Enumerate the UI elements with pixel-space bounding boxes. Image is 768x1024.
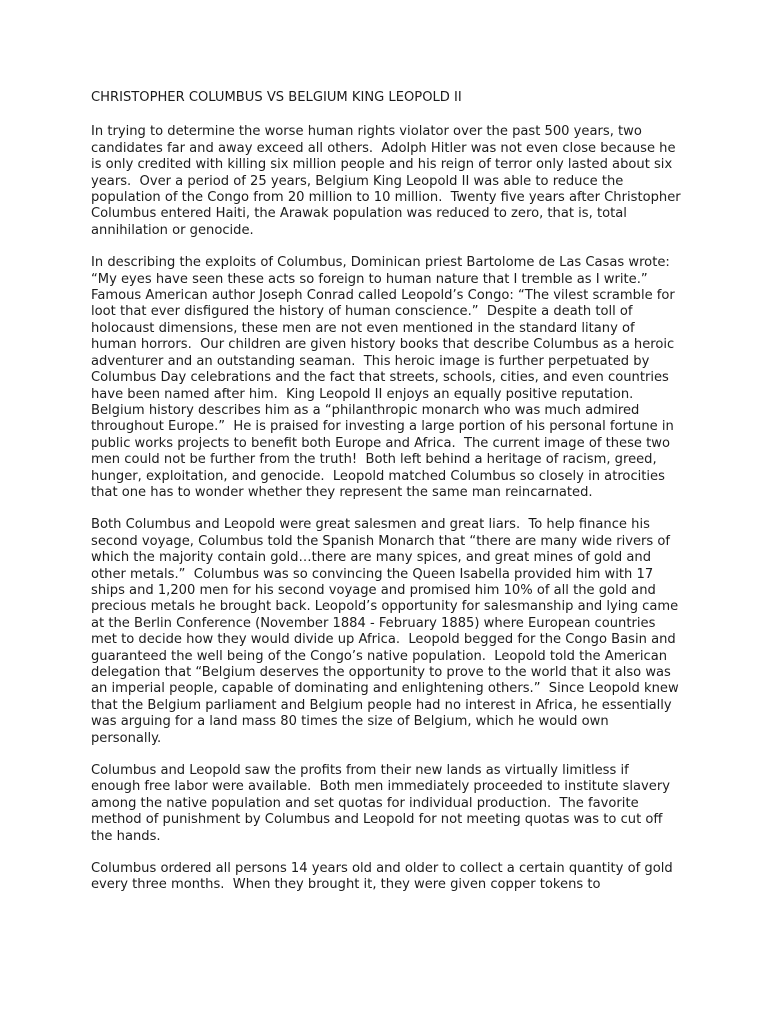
document-body — [91, 90, 685, 910]
paragraph-2: In describing the exploits of Columbus, Dominican priest Bartolome de Las Casas wrote: “My eyes have seen these acts so foreign to human nature that I tremble as I write.” Famous American author Joseph Conrad called Leopold’s Congo: “The vilest scramble for loot that ever disfigured the history of human conscience.” Despite a death toll of holocaust dimensions, these men are not even mentioned in the standard litany of human horrors. Our children are given history books that describe Columbus as a heroic adventurer and an outstanding seaman. This heroic image is further perpetuated by Columbus Day celebrations and the fact that streets, schools, cities, and even countries have been named after him. King Leopold II enjoys an equally positive reputation. Belgium history describes him as a “philanthropic monarch who was much admired throughout Europe.” He is praised for investing a large portion of his personal fortune in public works projects to benefit both Europe and Africa. The current image of these two men could not be further from the truth! Both left behind a heritage of racism, greed, hunger, exploitation, and genocide. Leopold matched Columbus so closely in atrocities that one has to wonder whether they represent the same man reincarnated. — [91, 255, 679, 500]
paragraph-4: Columbus and Leopold saw the profits from their new lands as virtually limitless if enough free labor were available. Both men immediately proceeded to institute slavery among the native population and set quotas for individual production. The favorite method of punishment by Columbus and Leopold for not meeting quotas was to cut off the hands. — [91, 763, 675, 844]
paragraph-3: Both Columbus and Leopold were great salesmen and great liars. To help finance his second voyage, Columbus told the Spanish Monarch that “there are many wide rivers of which the majority contain gold…there are many spices, and great mines of gold and other metals.” Columbus was so convincing the Queen Isabella provided him with 17 ships and 1,200 men for his second voyage and promised him 10% of all the gold and precious metals he brought back. Leopold’s opportunity for salesmanship and lying came at the Berlin Conference (November 1884 - February 1885) where European countries met to decide how they would divide up Africa. Leopold begged for the Congo Basin and guaranteed the well being of the Congo’s native population. Leopold told the American delegation that “Belgium deserves the opportunity to prove to the world that it also was an imperial people, capable of dominating and enlightening others.” Since Leopold knew that the Belgium parliament and Belgium people had no interest in Africa, he essentially was arguing for a land mass 80 times the size of Belgium, which he would own personally. — [91, 517, 683, 746]
paragraph-1: In trying to determine the worse human rights violator over the past 500 years, two candidates far and away exceed all others. Adolph Hitler was not even close because he is only credited with killing six million people and his reign of terror only lasted about six years. Over a period of 25 years, Belgium King Leopold II was able to reduce the population of the Congo from 20 million to 10 million. Twenty five years after Christopher Columbus entered Haiti, the Arawak population was reduced to zero, that is, total annihilation or genocide. — [91, 124, 685, 238]
document-title: CHRISTOPHER COLUMBUS VS BELGIUM KING LEOPOLD II — [91, 90, 462, 105]
paragraph-5: Columbus ordered all persons 14 years old and older to collect a certain quantity of gold every three months. When they brought it, they were given copper tokens to — [91, 861, 677, 893]
